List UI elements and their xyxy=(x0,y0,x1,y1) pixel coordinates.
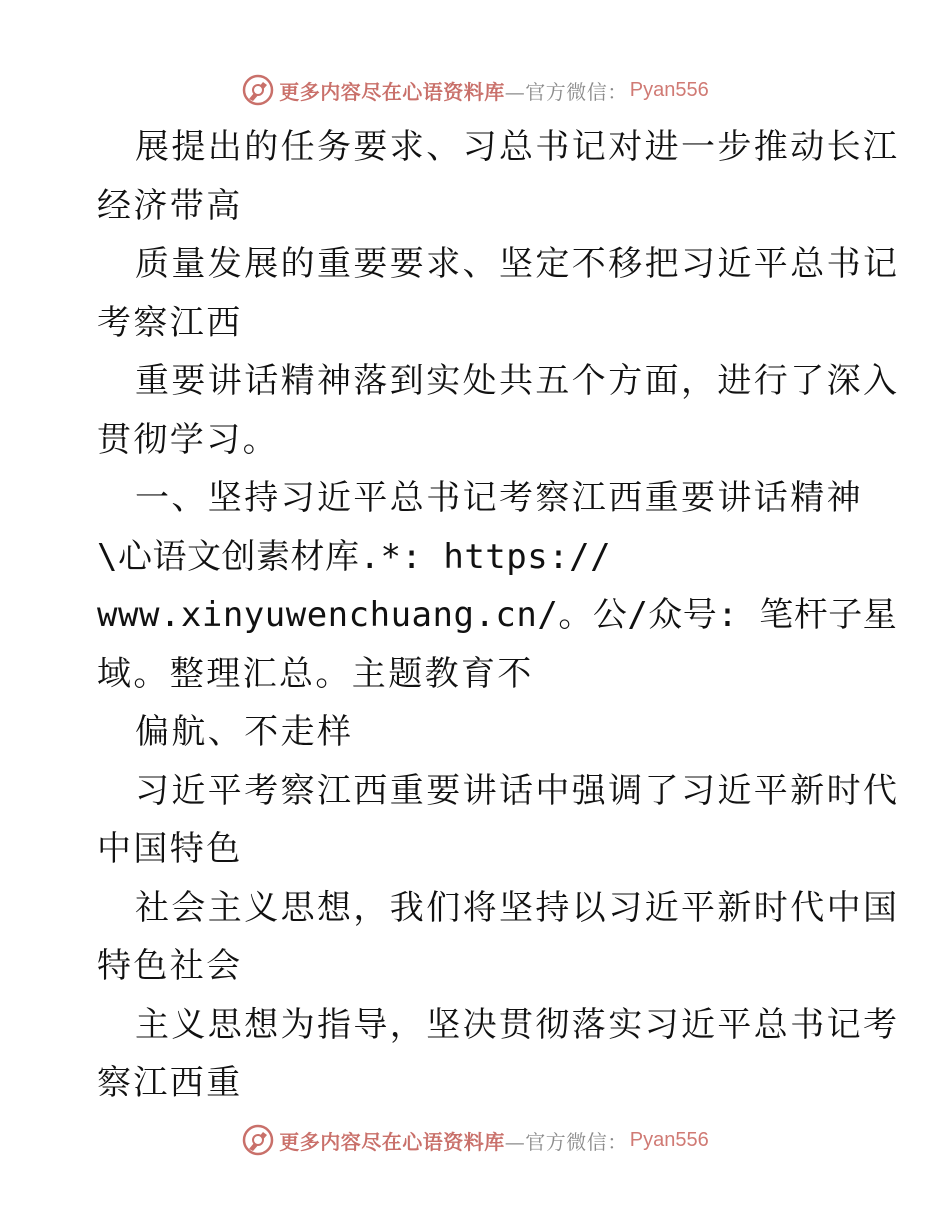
body-line: 贯彻学习。 xyxy=(97,419,279,460)
body-line: 偏航、不走样 xyxy=(135,712,354,752)
header-banner-dash-text: —官方微信： xyxy=(504,79,628,104)
body-line: 察江西重 xyxy=(97,1063,243,1103)
body-line: 主义思想为指导，坚决贯彻落实习近平总书记考 xyxy=(135,1004,900,1045)
footer-banner-dash-text: —官方微信： xyxy=(504,1129,628,1154)
body-line: 考察江西 xyxy=(97,302,243,343)
body-line: 域。整理汇总。主题教育不 xyxy=(97,653,534,694)
section-heading: 一、坚持习近平总书记考察江西重要讲话精神 xyxy=(135,478,863,518)
footer-banner-wechat-id: Pyan556 xyxy=(629,1128,709,1151)
header-banner-wechat-id: Pyan556 xyxy=(629,78,709,101)
quill-logo-icon xyxy=(241,1123,275,1157)
body-line: 展提出的任务要求、习总书记对进一步推动长江 xyxy=(135,127,900,167)
body-line: www.xinyuwenchuang.cn/。公/众号: 笔杆子星 xyxy=(97,595,898,635)
body-line: 特色社会 xyxy=(97,946,243,986)
body-line: 习近平考察江西重要讲话中强调了习近平新时代 xyxy=(135,770,900,811)
header-watermark-banner xyxy=(0,70,950,110)
body-line: 社会主义思想，我们将坚持以习近平新时代中国 xyxy=(135,887,900,928)
header-banner-main-text: 更多内容尽在心语资料库 xyxy=(279,79,505,104)
quill-logo-icon xyxy=(241,73,275,107)
body-line: 中国特色 xyxy=(97,829,243,869)
body-line: 经济带高 xyxy=(97,185,243,226)
body-line: 重要讲话精神落到实处共五个方面，进行了深入 xyxy=(135,361,900,401)
body-line: \心语文创素材库.*: https:// xyxy=(97,536,612,577)
document-body xyxy=(0,118,950,1113)
footer-watermark-banner xyxy=(0,1120,950,1160)
footer-banner-main-text: 更多内容尽在心语资料库 xyxy=(279,1129,505,1154)
body-line: 质量发展的重要要求、坚定不移把习近平总书记 xyxy=(135,244,900,284)
